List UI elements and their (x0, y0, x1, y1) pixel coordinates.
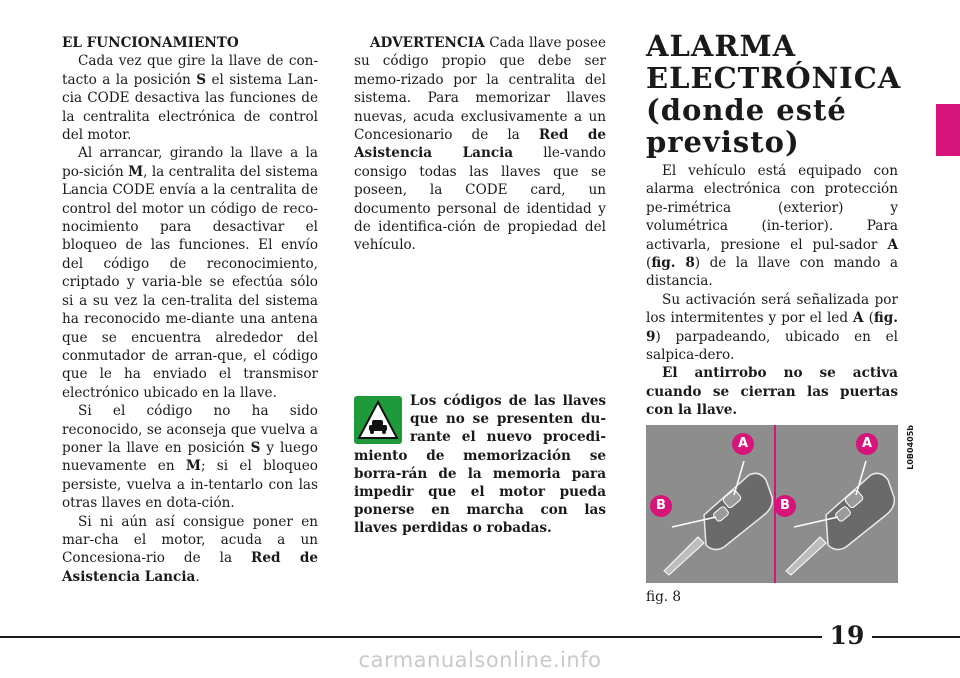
paragraph: Al arrancar, girando la llave a la po-sición M, la centralita del sistema Lancia CODE envía a la centralita de control del motor un código de reco-nocimiento para desactivar el bloqueo de las funciones. El envío del código de reconocimiento, criptado y varia-ble se efectúa sólo si a su vez la cen-tralita del sistema ha reconocido me-diante una antena que se encuentra alrededor del conmutador de arran-que, el código que le ha enviado el transmisor electrónico ubicado en la llave. (62, 145, 318, 401)
warning-box (354, 392, 606, 538)
paragraph: Si el código no ha sido reconocido, se aconseja que vuelva a poner la llave en posición S y luego nuevamente en M; si el bloqueo persiste, vuelva a in-tentarlo con las otras llaves en dota-ción. (62, 403, 318, 512)
column-1 (62, 34, 318, 586)
warning-triangle-icon (354, 396, 402, 444)
advertencia-paragraph: ADVERTENCIA Cada llave posee su código propio que debe ser memo-rizado por la centralita del sistema. Para memorizar llaves nuevas, acuda exclusivamente a un Concesionario de la Red de Asistencia Lancia lle-vando consigo todas las llaves que se poseen, la CODE card, un documento personal de identidad y de identifica-ción de propiedad del vehículo. (354, 35, 607, 254)
paragraph: Su activación será señalizada por los intermitentes y por el led A (fig. 9) parpadeando, ubicado en el salpica-dero. (646, 291, 899, 364)
callout-b-right: B (774, 495, 796, 517)
watermark: carmanualsonline.info (358, 648, 602, 672)
paragraph: Cada vez que gire la llave de con-tacto a la posición S el sistema Lan-cia CODE desactiva las funciones de la centralita electrónica de control del motor. (62, 53, 319, 144)
bold-note: El antirrobo no se activa cuando se cierran las puertas con la llave. (646, 365, 898, 419)
callout-a-left: A (732, 433, 754, 455)
callout-a-right: A (856, 433, 878, 455)
figure-caption: fig. 8 (646, 589, 682, 605)
warning-text: Los códigos de las llaves que no se presenten du-rante el nuevo procedi-miento de memorización se borra-rán de la memoria para impedir que el motor pueda ponerse en marcha con las llaves perdidas o robadas. (354, 393, 606, 537)
column-2 (354, 34, 606, 255)
footer-rule (0, 636, 960, 638)
section-tab-marker (936, 104, 960, 156)
page-number: 19 (822, 620, 872, 652)
section-heading: EL FUNCIONAMIENTO (62, 35, 239, 51)
paragraph: El vehículo está equipado con alarma electrónica con protección pe-rimétrica (exterior) y volumétrica (in-terior). Para activarla, presione el pul-sador A (fig. 8) de la llave con mando a distancia. (646, 163, 899, 290)
key-figure (646, 425, 898, 583)
figure-code: L0B0405b (906, 425, 915, 470)
paragraph: Si ni aún así consigue poner en mar-cha el motor, acuda a un Concesiona-rio de la Red de Asistencia Lancia. (62, 513, 318, 585)
callout-b-left: B (650, 495, 672, 517)
section-title: ALARMA ELECTRÓNICA (donde esté previsto) (646, 29, 902, 159)
column-3 (646, 162, 898, 420)
